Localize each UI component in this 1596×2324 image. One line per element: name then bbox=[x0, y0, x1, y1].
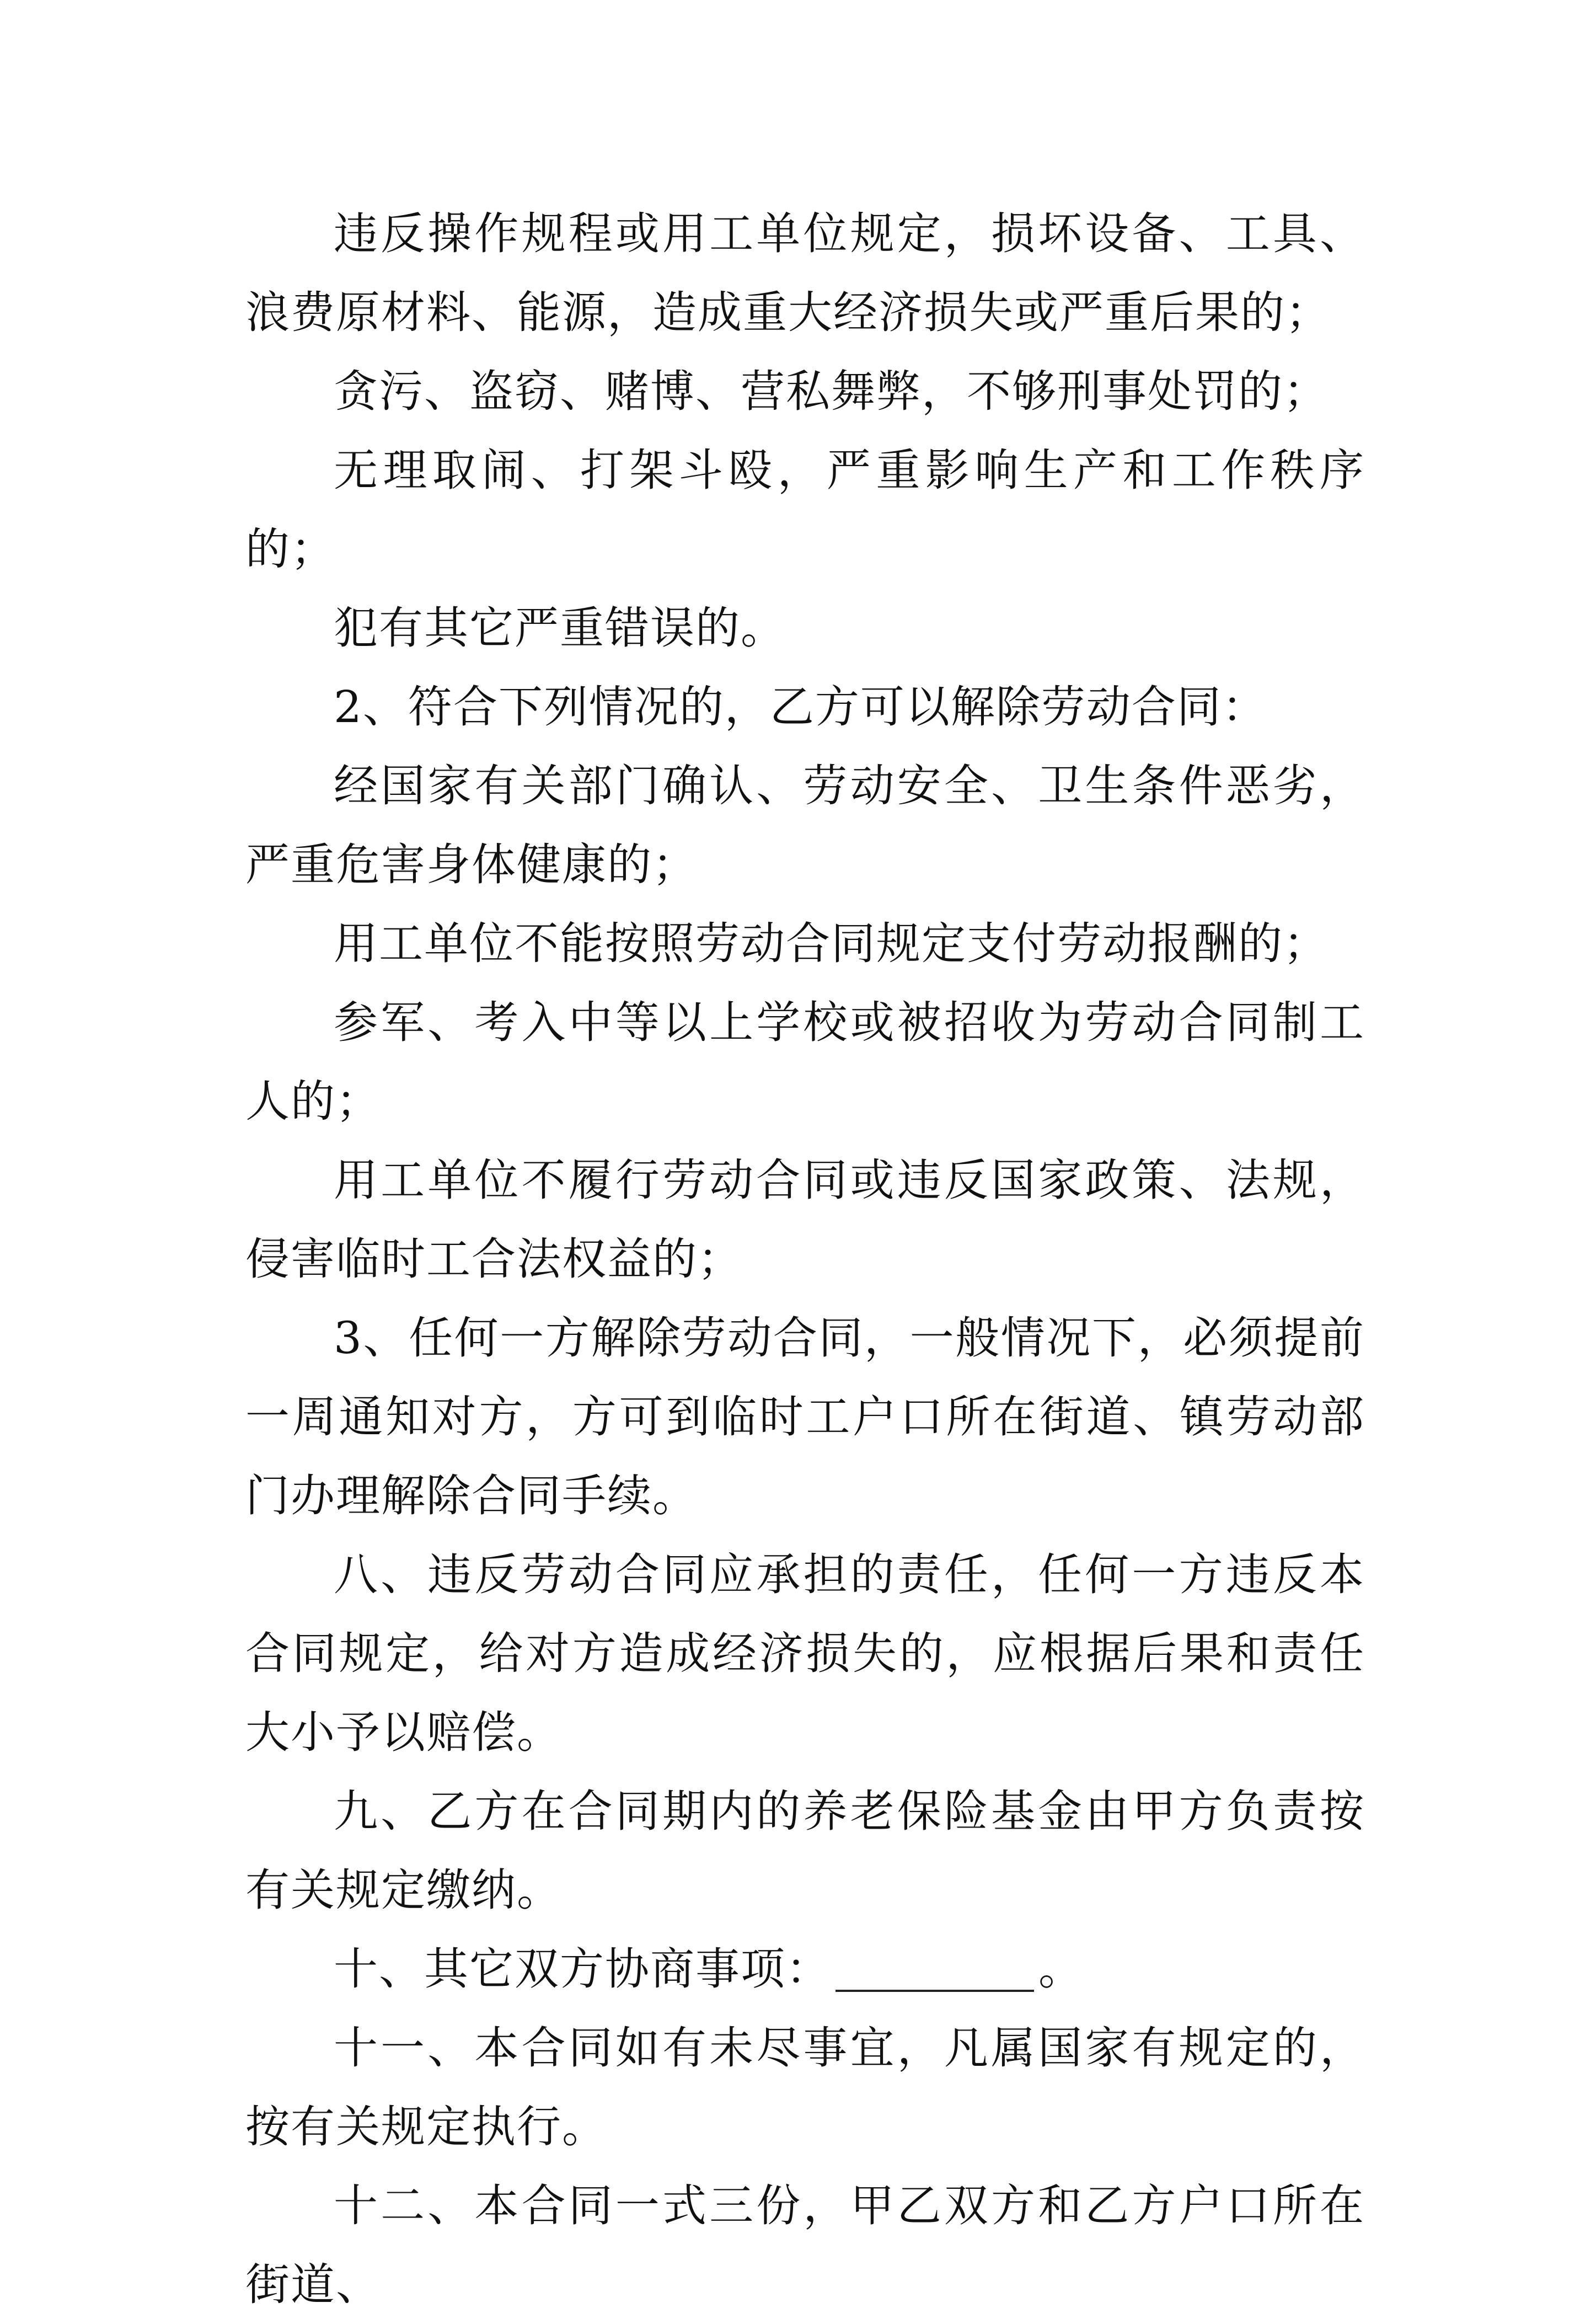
document-body bbox=[245, 194, 1365, 2324]
clause-paragraph: 十二、本合同一式三份，甲乙双方和乙方户口所在街道、 bbox=[245, 2180, 1365, 2310]
clause-paragraph: 九、乙方在合同期内的养老保险基金由甲方负责按有关规定缴纳。 bbox=[245, 1786, 1365, 1916]
clause-paragraph-other-matters bbox=[245, 1930, 1365, 2008]
clause-paragraph: 用工单位不能按照劳动合同规定支付劳动报酬的； bbox=[334, 918, 1329, 969]
other-matters-suffix: 。 bbox=[1038, 1943, 1084, 1995]
fill-in-blank bbox=[836, 1946, 1034, 1992]
clause-paragraph: 用工单位不履行劳动合同或违反国家政策、法规，侵害临时工合法权益的； bbox=[245, 1155, 1365, 1285]
clause-paragraph: 贪污、盗窃、赌博、营私舞弊，不够刑事处罚的； bbox=[334, 366, 1329, 417]
clause-paragraph: 八、违反劳动合同应承担的责任，任何一方违反本合同规定，给对方造成经济损失的，应根据后果和责任大小予以赔偿。 bbox=[245, 1549, 1365, 1758]
clause-paragraph: 犯有其它严重错误的。 bbox=[334, 602, 786, 654]
clause-paragraph: 参军、考入中等以上学校或被招收为劳动合同制工人的； bbox=[245, 997, 1365, 1127]
clause-paragraph: 无理取闹、打架斗殴，严重影响生产和工作秩序的； bbox=[245, 445, 1365, 575]
clause-paragraph: 违反操作规程或用工单位规定，损坏设备、工具、浪费原材料、能源，造成重大经济损失或严重后果的； bbox=[245, 208, 1365, 338]
clause-paragraph: 2、符合下列情况的，乙方可以解除劳动合同： bbox=[334, 681, 1267, 733]
clause-paragraph: 经国家有关部门确认、劳动安全、卫生条件恶劣，严重危害身体健康的； bbox=[245, 760, 1365, 890]
clause-paragraph: 3、任何一方解除劳动合同，一般情况下，必须提前一周通知对方，方可到临时工户口所在街道、镇劳动部门办理解除合同手续。 bbox=[245, 1312, 1365, 1521]
other-matters-label: 十、其它双方协商事项： bbox=[334, 1943, 831, 1995]
clause-paragraph: 十一、本合同如有未尽事宜，凡属国家有规定的，按有关规定执行。 bbox=[245, 2022, 1365, 2152]
